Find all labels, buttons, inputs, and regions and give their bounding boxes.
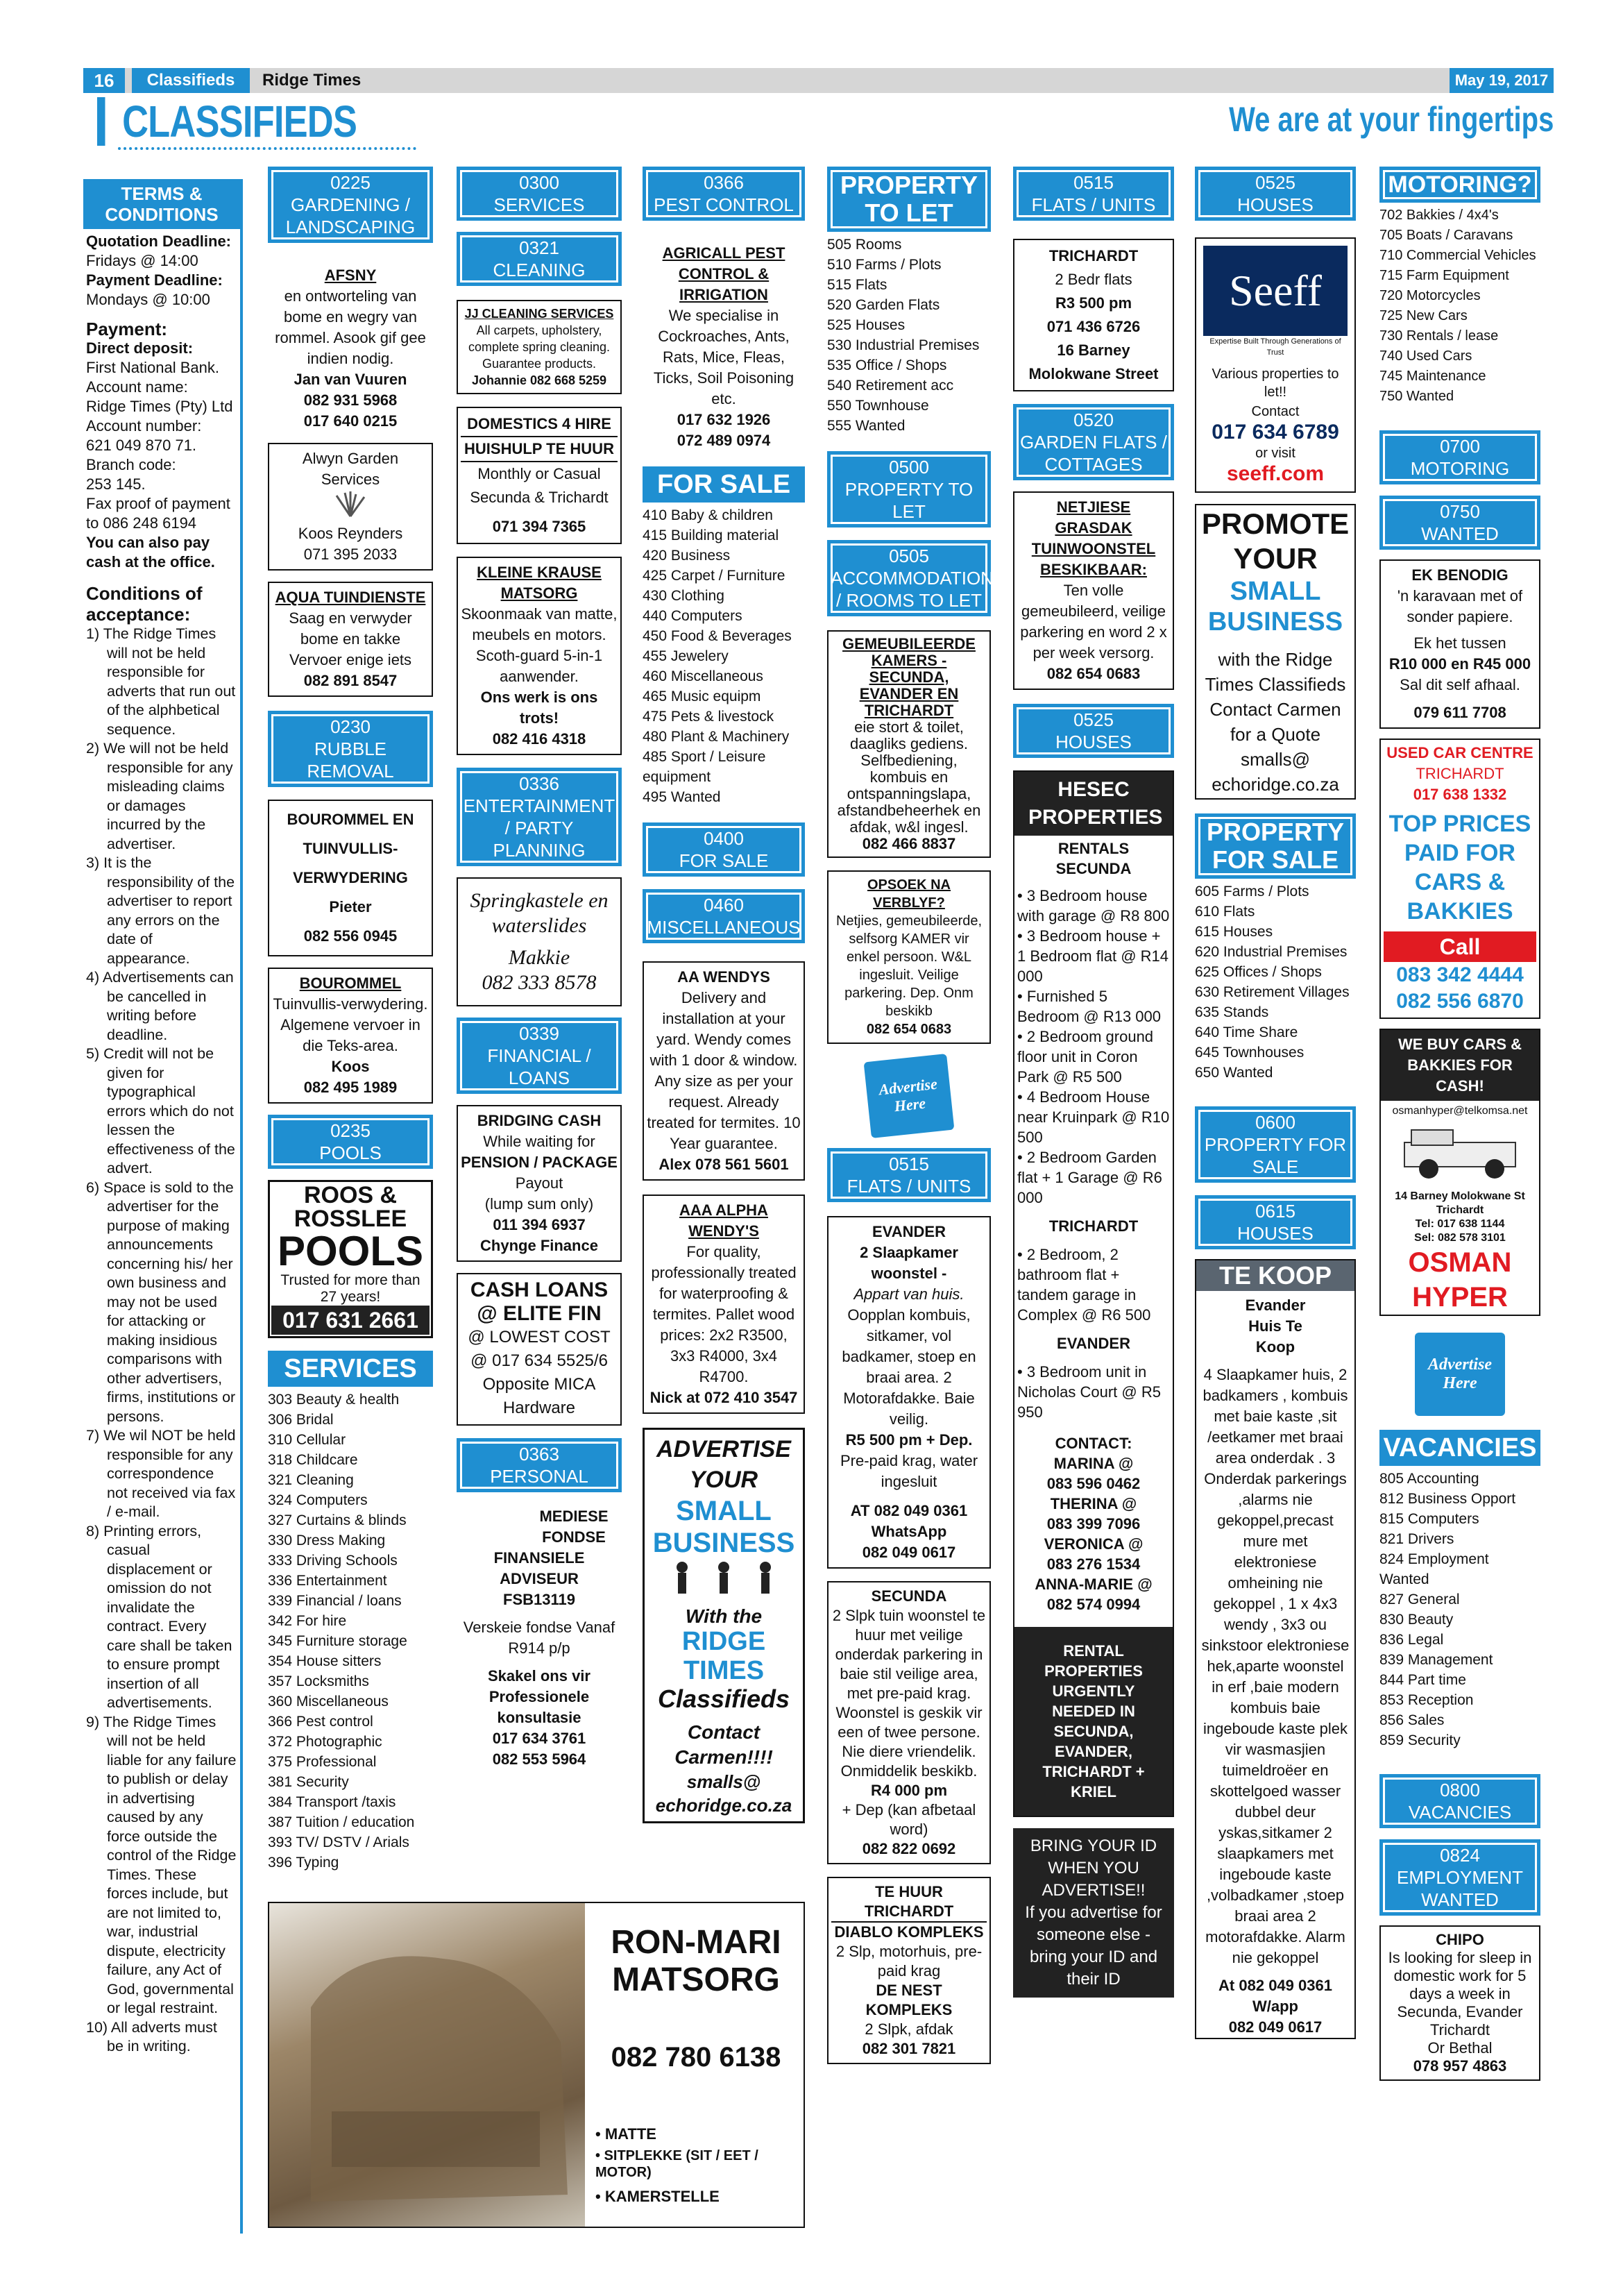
index-item: 415 Building material — [643, 527, 779, 543]
index-item: 480 Plant & Machinery — [643, 729, 790, 745]
ad-promote: PROMOTE YOUR SMALL BUSINESS with the Ridge Times Classifieds Contact Carmen for a Quote smalls@ echoridge.co.za — [1195, 504, 1356, 800]
vacancies-heading: VACANCIES — [1379, 1430, 1540, 1466]
header-gardening: 0225 GARDENING / LANDSCAPING — [268, 167, 433, 243]
account-number-label: Account number: — [86, 417, 202, 434]
index-item: 333 Driving Schools — [268, 1553, 398, 1569]
index-item: 396 Typing — [268, 1855, 339, 1871]
ad-jj-cleaning: JJ CLEANING SERVICES All carpets, upholstery, complete spring cleaning. Guarantee products. Johannie 082 668 5259 — [457, 300, 622, 394]
index-item: 495 Wanted — [643, 789, 721, 805]
ad-kleine-krause: KLEINE KRAUSE MATSORG Skoonmaak van matte, meubels en motors. Scoth-guard 5-in-1 aanwender. Ons werk is ons trots! 082 416 4318 — [457, 557, 622, 755]
header-property-to-let: 0500 PROPERTY TO LET — [827, 451, 991, 527]
index-item: 354 House sitters — [268, 1653, 382, 1669]
seeff-logo: Seeff — [1203, 246, 1348, 336]
ad-aaa-alpha: AAA ALPHA WENDY'S For quality, professionally treated for waterproofing & termites. Pallet wood prices: 2x2 R3500, 3x3 R4000, 3x4 R4700. Nick at 072 410 3547 — [643, 1195, 805, 1414]
index-item: 750 Wanted — [1379, 389, 1454, 404]
index-item: 342 For hire — [268, 1613, 347, 1629]
header-pest-control: 0366 PEST CONTROL — [643, 167, 805, 221]
contact-line: ANNA-MARIE @ — [1035, 1576, 1153, 1593]
header-employment-wanted: 0824 EMPLOYMENT WANTED — [1379, 1839, 1540, 1916]
index-item: 812 Business Opport — [1379, 1491, 1516, 1507]
index-item: 440 Computers — [643, 608, 742, 624]
header-entertainment: 0336 ENTERTAINMENT / PARTY PLANNING — [457, 768, 622, 866]
ad-opsoek: OPSOEK NA VERBLYF? Netjies, gemeubileerde, selfsorg KAMER vir enkel persoon. W&L ingesluit. Veilige parkering. Dep. Onm beskikb 082 654 0683 — [827, 870, 991, 1044]
index-item: 645 Townhouses — [1195, 1045, 1305, 1061]
contact-line: 083 276 1534 — [1046, 1555, 1141, 1573]
column-services — [457, 167, 622, 1774]
contact-line: CONTACT: — [1055, 1435, 1132, 1452]
column-pest — [643, 167, 805, 1823]
index-item: 515 Flats — [827, 277, 887, 293]
ad-mediese-fondse: MEDIESE FONDSE FINANSIELE ADVISEUR FSB13119 Verskeie fondse Vanaf R914 p/p Skakel ons vir Professionele konsultasie 017 634 3761 082 553 5964 — [463, 1508, 615, 1768]
ad-te-koop: TE KOOP Evander Huis Te Koop 4 Slaapkamer huis, 2 badkamers , kombuis met baie kaste ,sit /eetkamer met braai area onderdak . 3 Onderdak parkerings ,alarms nie gekoppel,precast mure met elektroniese omheining nie gekoppel , 1 x 4x3 wendy , 3x3 ou sinkstoor elektroniese hek,aparte woonstel in erf ,baie modern kombuis baie ingeboude kaste plek vir wasmasjien tuimeldroëer en skottelgoed wasser dubbel deur yskas,sitkamer 2 slaapkamers met ingeboude kaste ,volbadkamer ,stoep braai area 2 motorafdakke. Alarm nie gekoppel At 082 049 0361 W/app 082 049 0617 — [1195, 1259, 1356, 2039]
ad-ek-benodig: EK BENODIG 'n karavaan met of sonder papiere. Ek het tussen R10 000 en R45 000 Sal dit self afhaal. 079 611 7708 — [1379, 559, 1540, 729]
motoring-index — [1379, 203, 1540, 410]
ad-osman-hyper: WE BUY CARS & BAKKIES FOR CASH! osmanhyper@telkomsa.net 14 Barney Molokwane St Trichardt Tel: 017 638 1144 Sel: 082 578 3101 OSMAN HYPER — [1379, 1029, 1540, 1316]
header-for-sale: 0400 FOR SALE — [643, 822, 805, 877]
index-item: 620 Industrial Premises — [1195, 944, 1348, 960]
listing-item: • 3 Bedroom house + 1 Bedroom flat @ R14 000 — [1017, 927, 1169, 985]
pay-deadline: Mondays @ 10:00 — [86, 291, 210, 308]
index-item: 318 Childcare — [268, 1452, 358, 1468]
ad-springkastele: Springkastele en waterslides Makkie 082 333 8578 — [457, 877, 622, 1006]
index-item: 821 Drivers — [1379, 1531, 1454, 1547]
index-item: 630 Retirement Villages — [1195, 984, 1350, 1000]
ad-secunda-flat: SECUNDA 2 Slpk tuin woonstel te huur met veilige onderdak parkering in baie stil veilige area, met pre-paid krag. Woonstel is geskik vir een of twee persone. Nie diere vriendelik. Onmiddelik beskikb. R4 000 pm + Dep (kan afbetaal word) 082 822 0692 — [827, 1581, 991, 1864]
index-item: 321 Cleaning — [268, 1472, 354, 1488]
index-item: 720 Motorcycles — [1379, 288, 1481, 303]
index-item: 740 Used Cars — [1379, 348, 1472, 364]
contact-line: VERONICA @ — [1044, 1535, 1144, 1553]
index-item: 715 Farm Equipment — [1379, 268, 1509, 283]
index-item: 375 Professional — [268, 1754, 377, 1770]
contact-line: 082 574 0994 — [1046, 1596, 1141, 1613]
dotted-divider — [118, 147, 416, 150]
property-for-sale-heading: PROPERTY FOR SALE — [1195, 813, 1356, 879]
ad-roos-rosslee-pools: ROOS & ROSSLEE POOLS Trusted for more than 27 years! 017 631 2661 — [268, 1180, 433, 1338]
bring-id-note: BRING YOUR ID WHEN YOU ADVERTISE!! If you advertise for someone else - bring your ID and their ID — [1013, 1828, 1174, 1998]
conditions-list — [86, 625, 237, 2057]
ad-aqua: AQUA TUINDIENSTE Saag en verwyder bome en takke Vervoer enige iets 082 891 8547 — [268, 582, 433, 697]
index-item: 425 Carpet / Furniture — [643, 568, 785, 584]
index-item: 510 Farms / Plots — [827, 257, 942, 273]
index-item: 805 Accounting — [1379, 1471, 1479, 1487]
header-wanted: 0750 WANTED — [1379, 496, 1540, 550]
advertise-here-tag[interactable]: Advertise Here — [864, 1054, 955, 1138]
header-miscellaneous: 0460 MISCELLANEOUS — [643, 889, 805, 943]
index-item: 485 Sport / Leisure equipment — [643, 749, 766, 785]
index-item: 836 Legal — [1379, 1632, 1444, 1648]
index-item: 827 General — [1379, 1592, 1460, 1607]
header-motoring: 0700 MOTORING — [1379, 430, 1540, 484]
motoring-heading: MOTORING? — [1379, 167, 1540, 203]
column-houses — [1195, 167, 1356, 2039]
ad-te-huur: TE HUUR TRICHARDT DIABLO KOMPLEKS 2 Slp, motorhuis, pre-paid krag DE NEST KOMPLEKS 2 Slpk, afdak 082 301 7821 — [827, 1877, 991, 2064]
index-item: 625 Offices / Shops — [1195, 964, 1322, 980]
issue-date: May 19, 2017 — [1450, 68, 1554, 93]
index-item: 859 Security — [1379, 1732, 1461, 1748]
account-number: 621 049 870 71. — [86, 437, 197, 454]
services-heading: SERVICES — [268, 1351, 433, 1387]
header-accommodation: 0505 ACCOMMODATION / ROOMS TO LET — [827, 540, 991, 616]
account-name: Ridge Times (Pty) Ltd — [86, 398, 233, 415]
header-cleaning: 0321 CLEANING — [457, 232, 622, 286]
index-item: 824 Employment Wanted — [1379, 1551, 1489, 1587]
index-item: 339 Financial / loans — [268, 1593, 402, 1609]
header-vacancies: 0800 VACANCIES — [1379, 1774, 1540, 1828]
index-item: 327 Curtains & blinds — [268, 1512, 407, 1528]
index-item: 306 Bridal — [268, 1412, 334, 1428]
condition-item: 10) All adverts must be in writing. — [86, 2018, 217, 2054]
condition-item: 1) The Ridge Times will not be held responsible for adverts that run out of the alphbetical sequence. — [86, 625, 236, 738]
ad-afsny: AFSNY en ontworteling van bome en wegry van rommel. Asook gif gee indien nodig. Jan van Vuuren 082 931 5968 017 640 0215 — [275, 267, 426, 430]
conditions-heading: Conditions of acceptance: — [86, 583, 203, 625]
header-flats-units-2: 0515 FLATS / UNITS — [1013, 167, 1174, 221]
header-houses: 0525 HOUSES — [1013, 704, 1174, 758]
index-item: 366 Pest control — [268, 1714, 373, 1730]
ad-chipo: CHIPO Is looking for sleep in domestic work for 5 days a week in Secunda, Evander Trichardt Or Bethal 078 957 4863 — [1379, 1925, 1540, 2081]
header-flats-units: 0515 FLATS / UNITS — [827, 1148, 991, 1202]
listing-item: • 2 Bedroom ground floor unit in Coron Park @ R5 500 — [1017, 1028, 1154, 1086]
index-item: 520 Garden Flats — [827, 297, 940, 313]
property-for-sale-index — [1195, 879, 1356, 1086]
index-item: 465 Music equipm — [643, 689, 761, 704]
ad-agricall: AGRICALL PEST CONTROL & IRRIGATION We specialise in Cockroaches, Ants, Rats, Mice, Fleas, Ticks, Soil Poisoning etc. 017 632 1926 072 489 0974 — [653, 244, 794, 449]
ad-bridging-cash: BRIDGING CASH While waiting for PENSION / PACKAGE Payout (lump sum only) 011 394 6937 Chynge Finance — [457, 1105, 622, 1262]
call-button[interactable]: Call — [1384, 931, 1536, 962]
header-personal: 0363 PERSONAL — [457, 1438, 622, 1492]
payment-label: Payment: — [86, 319, 168, 339]
header-pools: 0235 POOLS — [268, 1115, 433, 1169]
ad-bourommel-2: BOUROMMEL Tuinvullis-verwydering. Algemene vervoer in die Teks-area. Koos 082 495 1989 — [268, 968, 433, 1104]
property-to-let-heading: PROPERTY TO LET — [827, 167, 991, 232]
index-item: 605 Farms / Plots — [1195, 884, 1309, 900]
index-item: 475 Pets & livestock — [643, 709, 774, 725]
index-item: 650 Wanted — [1195, 1065, 1273, 1081]
ad-cash-loans: CASH LOANS @ ELITE FIN @ LOWEST COST @ 017 634 5525/6 Opposite MICA Hardware — [457, 1273, 622, 1426]
page-number: 16 — [83, 68, 125, 93]
property-to-let-index — [827, 232, 991, 439]
cash-note: You can also pay cash at the office. — [86, 534, 215, 571]
index-item: 360 Miscellaneous — [268, 1694, 389, 1710]
plant-icon — [330, 490, 371, 518]
paper-name: Ridge Times — [262, 71, 362, 90]
people-illustration — [661, 1559, 786, 1601]
header-houses-2: 0525 HOUSES — [1195, 167, 1356, 221]
pay-deadline-label: Payment Deadline: — [86, 271, 223, 289]
header-property-for-sale: 0600 PROPERTY FOR SALE — [1195, 1106, 1356, 1183]
ad-alwyn-garden: Alwyn Garden Services Koos Reynders 071 395 2033 — [268, 443, 433, 571]
ad-seeff: Seeff Expertise Built Through Generations of Trust Various properties to let!! Contact 017 634 6789 or visit seeff.com — [1195, 237, 1356, 493]
ad-gemeubileerde-kamers: GEMEUBILEERDE KAMERS - SECUNDA, EVANDER EN TRICHARDT eie stort & toilet, daagliks gediens. Selfbediening, kombuis en ontspanningslapa, afstandbeheerhek en afdak, w&l ingesl. 082 466 8837 — [827, 630, 991, 858]
index-item: 460 Miscellaneous — [643, 668, 763, 684]
index-item: 615 Houses — [1195, 924, 1273, 940]
index-item: 336 Entertainment — [268, 1573, 387, 1589]
header-financial: 0339 FINANCIAL / LOANS — [457, 1018, 622, 1094]
index-item: 535 Office / Shops — [827, 357, 947, 373]
index-item: 725 New Cars — [1379, 308, 1468, 323]
direct-deposit: Direct deposit: — [86, 339, 194, 357]
branch-code: 253 145. — [86, 475, 146, 493]
page-title: CLASSIFIEDS — [97, 97, 666, 146]
quote-deadline-label: Quotation Deadline: — [86, 233, 231, 250]
condition-item: 4) Advertisements can be cancelled in writing before deadline. — [86, 969, 234, 1043]
listing-item: • 2 Bedroom, 2 bathroom flat + tandem garage in Complex @ R6 500 — [1017, 1246, 1151, 1324]
index-item: 530 Industrial Premises — [827, 337, 980, 353]
index-item: 324 Computers — [268, 1492, 368, 1508]
index-item: 455 Jewelery — [643, 648, 729, 664]
index-item: 710 Commercial Vehicles — [1379, 248, 1536, 263]
column-gardening — [268, 167, 433, 1875]
index-item: 410 Baby & children — [643, 507, 773, 523]
index-item: 844 Part time — [1379, 1672, 1466, 1688]
index-item: 705 Boats / Caravans — [1379, 228, 1513, 243]
contact-line: 083 596 0462 — [1046, 1475, 1141, 1492]
advertise-here-tag-2[interactable]: Advertise Here — [1415, 1333, 1505, 1416]
index-item: 505 Rooms — [827, 237, 902, 253]
listing-item: • 3 Bedroom house with garage @ R8 800 — [1017, 887, 1170, 925]
index-item: 839 Management — [1379, 1652, 1493, 1668]
for-sale-index — [643, 503, 805, 810]
contact-line: MARINA @ — [1053, 1455, 1134, 1472]
header-garden-flats: 0520 GARDEN FLATS / COTTAGES — [1013, 404, 1174, 480]
condition-item: 3) It is the responsibility of the advertiser to report any errors on the date of appearance. — [86, 854, 235, 967]
index-item: 393 TV/ DSTV / Arials — [268, 1834, 409, 1850]
index-item: 815 Computers — [1379, 1511, 1479, 1527]
header-rubble: 0230 RUBBLE REMOVAL — [268, 711, 433, 787]
index-item: 853 Reception — [1379, 1692, 1474, 1708]
header-houses-3: 0615 HOUSES — [1195, 1195, 1356, 1249]
quote-deadline: Fridays @ 14:00 — [86, 252, 198, 269]
index-item: 702 Bakkies / 4x4's — [1379, 208, 1499, 223]
section-label: Classifieds — [132, 68, 250, 93]
bank-name: First National Bank. — [86, 359, 219, 376]
listing-item: • Furnished 5 Bedroom @ R13 000 — [1017, 988, 1162, 1025]
terms-heading: TERMS & CONDITIONS — [83, 179, 240, 229]
index-item: 640 Time Share — [1195, 1024, 1298, 1040]
index-item: 856 Sales — [1379, 1712, 1445, 1728]
column-property-to-let — [827, 167, 994, 2064]
index-item: 310 Cellular — [268, 1432, 346, 1448]
index-item: 420 Business — [643, 548, 731, 564]
ad-advertise-small-business: ADVERTISE YOUR SMALL BUSINESS With the RIDGE TIMES Classifieds Contact Carmen!!!! smalls@ echoridge.co.za — [643, 1428, 805, 1823]
column-motoring — [1379, 167, 1540, 2081]
fax-note: Fax proof of payment to 086 248 6194 — [86, 495, 230, 532]
index-item: 345 Furniture storage — [268, 1633, 407, 1649]
ad-trichardt-flats: TRICHARDT 2 Bedr flats R3 500 pm 071 436 6726 16 Barney Molokwane Street — [1013, 239, 1174, 391]
terms-panel — [83, 179, 243, 2234]
index-item: 387 Tuition / education — [268, 1814, 415, 1830]
ad-aa-wendys: AA WENDYS Delivery and installation at your yard. Wendy comes with 1 door & window. Any size as per your request. Already treated for termites. 10 Year guarantee. Alex 078 561 5601 — [643, 961, 805, 1181]
ad-used-car-centre: USED CAR CENTRE TRICHARDT 017 638 1332 TOP PRICES PAID FOR CARS & BAKKIES Call 083 342 4444 082 556 6870 — [1379, 738, 1540, 1019]
listing-item: • 2 Bedroom Garden flat + 1 Garage @ R6 000 — [1017, 1149, 1162, 1206]
tagline: We are at your fingertips — [1228, 100, 1554, 139]
listing-item: • 4 Bedroom House near Kruinpark @ R10 500 — [1017, 1088, 1170, 1146]
chair-photo — [269, 1903, 585, 2227]
index-item: 303 Beauty & health — [268, 1392, 400, 1408]
index-item: 357 Locksmiths — [268, 1673, 369, 1689]
condition-item: 5) Credit will not be given for typographical errors which do not lessen the effectiveness of the advert. — [86, 1045, 235, 1176]
index-item: 550 Townhouse — [827, 398, 929, 414]
ad-ron-mari: RON-MARI MATSORG 082 780 6138 • MATTE • SITPLEKKE (SIT / EET / MOTOR) • KAMERSTELLE — [268, 1902, 805, 2228]
index-item: 525 Houses — [827, 317, 906, 333]
index-item: 381 Security — [268, 1774, 349, 1790]
index-item: 540 Retirement acc — [827, 378, 954, 394]
contact-line: 083 399 7096 — [1046, 1515, 1141, 1533]
index-item: 610 Flats — [1195, 904, 1255, 920]
index-item: 372 Photographic — [268, 1734, 382, 1750]
listing-item: • 3 Bedroom unit in Nicholas Court @ R5 950 — [1017, 1363, 1161, 1421]
header-services: 0300 SERVICES — [457, 167, 622, 221]
condition-item: 8) Printing errors, casual displacement or omission do not invalidate the contract. Every care shall be taken to ensure prompt insertion of all advertisements. — [86, 1522, 232, 1711]
account-name-label: Account name: — [86, 378, 188, 396]
ad-hesec-properties: HESEC PROPERTIES RENTALS SECUNDA • 3 Bedroom house with garage @ R8 800 • 3 Bedroom house + 1 Bedroom flat @ R14 000 • Furnished 5 Bedroom @ R13 000 • 2 Bedroom ground floor unit in Coron Park @ R5 500 • 4 Bedroom House near Kruinpark @ R10 500 • 2 Bedroom Garden flat + 1 Garage @ R6 000 TRICHARDT • 2 Bedroom, 2 bathroom flat + tandem garage in Complex @ R6 500 EVANDER • 3 Bedroom unit in Nicholas Court @ R5 950 CONTACT: MARINA @ 083 596 0462 THERINA @ 083 399 7096 VERONICA @ 083 276 1534 ANNA-MARIE @ 082 574 0994 RENTAL PROPERTIES URGENTLY NEEDED IN SECUNDA, EVANDER, TRICHARDT + KRIEL — [1013, 770, 1174, 1817]
ad-grasdak: NETJIESE GRASDAK TUINWOONSTEL BESKIKBAAR: Ten volle gemeubileerd, veilige parkering en word 2 x per week versorg. 082 654 0683 — [1013, 491, 1174, 690]
condition-item: 9) The Ridge Times will not be held liable for any failure to publish or delay in advertising caused by any force outside the control of the Ridge Times. These forces include, but are not limited to, war, industrial dispute, electricity failure, any Act of God, governmental or legal restraint. — [86, 1713, 237, 2016]
index-item: 745 Maintenance — [1379, 369, 1486, 384]
index-item: 555 Wanted — [827, 418, 906, 434]
ad-evander-flat: EVANDER 2 Slaapkamer woonstel - Appart van huis. Oopplan kombuis, sitkamer, vol badkamer, stoep en braai area. 2 Motorafdakke. Baie veilig. R5 500 pm + Dep. Pre-paid krag, water ingesluit AT 082 049 0361 WhatsApp 082 049 0617 — [827, 1216, 991, 1569]
index-item: 330 Dress Making — [268, 1533, 386, 1548]
condition-item: 7) We wil NOT be held responsible for any correspondence not received via fax / e-mail. — [86, 1427, 236, 1520]
vacancies-index — [1379, 1466, 1540, 1753]
index-item: 830 Beauty — [1379, 1612, 1454, 1628]
condition-item: 2) We will not be held responsible for any misleading claims or damages incurred by the advertiser. — [86, 740, 233, 852]
contact-line: THERINA @ — [1050, 1495, 1137, 1512]
services-index — [268, 1387, 433, 1875]
for-sale-heading: FOR SALE — [643, 466, 805, 503]
index-item: 430 Clothing — [643, 588, 724, 604]
column-flats — [1013, 167, 1174, 1998]
bakkie-icon — [1391, 1122, 1529, 1184]
branch-label: Branch code: — [86, 456, 176, 473]
index-item: 384 Transport /taxis — [268, 1794, 396, 1810]
ad-bourommel-1: BOUROMMEL EN TUINVULLIS- VERWYDERING Pieter 082 556 0945 — [268, 800, 433, 956]
condition-item: 6) Space is sold to the advertiser for the purpose of making announcements concerning his/ her own business and may not be used for attacking or making insidious comparisons with other advertisers, firms, institutions or persons. — [86, 1179, 236, 1425]
index-item: 450 Food & Beverages — [643, 628, 792, 644]
index-item: 635 Stands — [1195, 1004, 1269, 1020]
index-item: 730 Rentals / lease — [1379, 328, 1499, 344]
ad-domestics: DOMESTICS 4 HIRE HUISHULP TE HUUR Monthly or Casual Secunda & Trichardt 071 394 7365 — [457, 407, 622, 544]
